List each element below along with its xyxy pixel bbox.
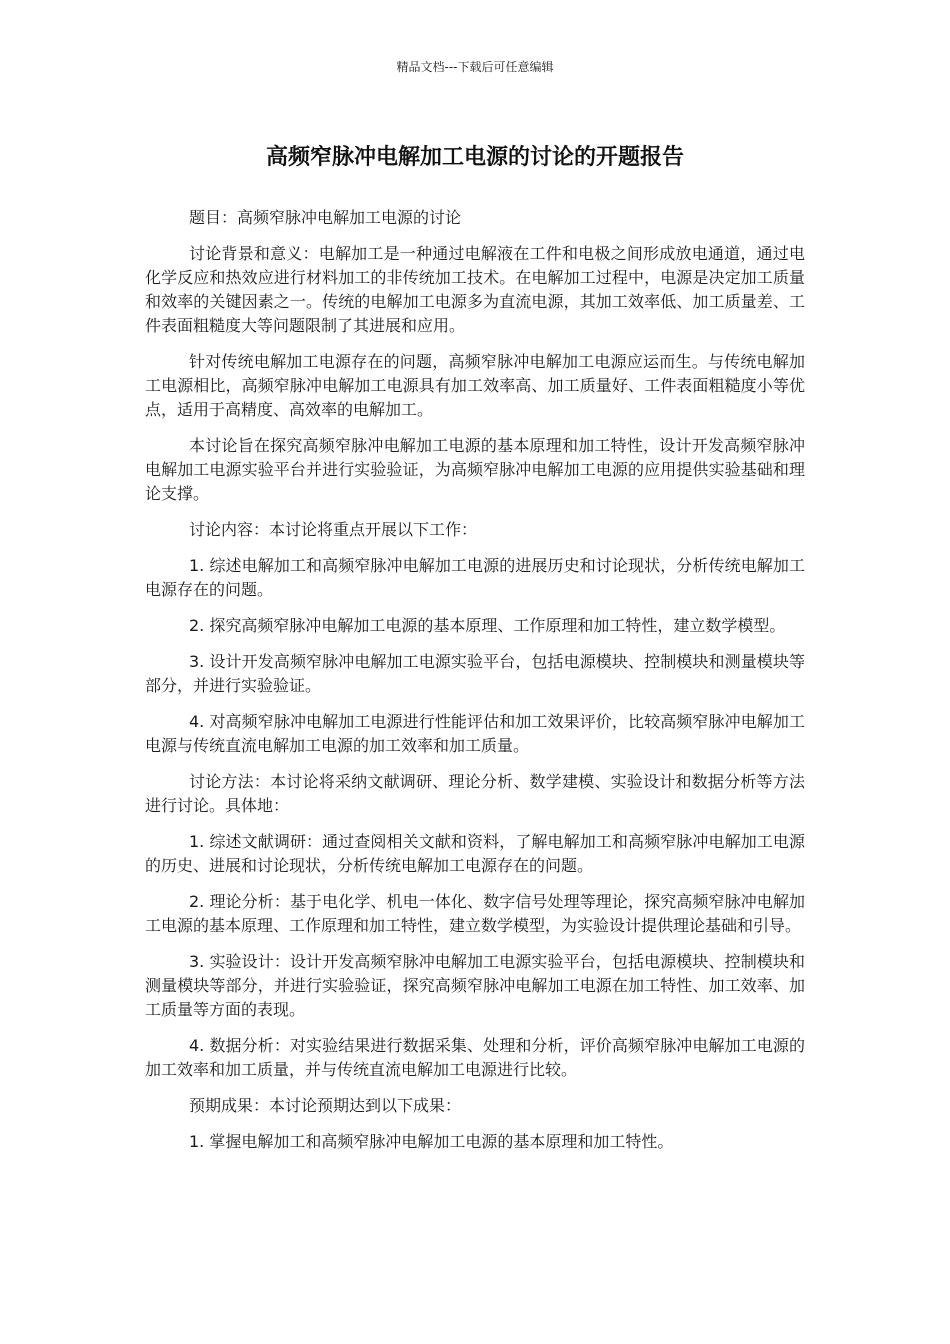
paragraph-content-item-2: 2. 探究高频窄脉冲电解加工电源的基本原理、工作原理和加工特性，建立数学模型。 [189, 616, 786, 635]
paragraph-method-item-1: 1. 综述文献调研：通过查阅相关文献和资料，了解电解加工和高频窄脉冲电解加工电源的历史、进展和讨论现状，分析传统电解加工电源存在的问题。 [145, 832, 805, 875]
document-body [145, 206, 805, 1166]
paragraph-background: 讨论背景和意义：电解加工是一种通过电解液在工件和电极之间形成放电通道，通过电化学反应和热效应进行材料加工的非传统加工技术。在电解加工过程中，电源是决定加工质量和效率的关键因素之一。传统的电解加工电源多为直流电源，其加工效率低、加工质量差、工件表面粗糙度大等问题限制了其进展和应用。 [145, 244, 805, 335]
paragraph-method-item-4: 4. 数据分析：对实验结果进行数据采集、处理和分析，评价高频窄脉冲电解加工电源的加工效率和加工质量，并与传统直流电解加工电源进行比较。 [145, 1036, 805, 1079]
paragraph-aim: 本讨论旨在探究高频窄脉冲电解加工电源的基本原理和加工特性，设计开发高频窄脉冲电解加工电源实验平台并进行实验验证，为高频窄脉冲电解加工电源的应用提供实验基础和理论支撑。 [145, 436, 805, 503]
document-title: 高频窄脉冲电解加工电源的讨论的开题报告 [265, 145, 684, 170]
paragraph-content-item-1: 1. 综述电解加工和高频窄脉冲电解加工电源的进展历史和讨论现状，分析传统电解加工电源存在的问题。 [145, 556, 805, 599]
paragraph-method-heading: 讨论方法：本讨论将采纳文献调研、理论分析、数学建模、实验设计和数据分析等方法进行讨论。具体地： [145, 772, 805, 815]
paragraph-results-heading: 预期成果：本讨论预期达到以下成果： [189, 1096, 462, 1115]
paragraph-content-heading: 讨论内容：本讨论将重点开展以下工作： [189, 520, 478, 539]
paragraph-content-item-4: 4. 对高频窄脉冲电解加工电源进行性能评估和加工效果评价，比较高频窄脉冲电解加工电源与传统直流电解加工电源的加工效率和加工质量。 [145, 712, 805, 755]
paragraph-motivation: 针对传统电解加工电源存在的问题，高频窄脉冲电解加工电源应运而生。与传统电解加工电源相比，高频窄脉冲电解加工电源具有加工效率高、加工质量好、工件表面粗糙度小等优点，适用于高精度、高效率的电解加工。 [145, 352, 805, 419]
paragraph-topic: 题目：高频窄脉冲电解加工电源的讨论 [189, 208, 462, 227]
header-note: 精品文档---下载后可任意编辑 [396, 60, 554, 74]
paragraph-method-item-2: 2. 理论分析：基于电化学、机电一体化、数字信号处理等理论，探究高频窄脉冲电解加工电源的基本原理、工作原理和加工特性，建立数学模型，为实验设计提供理论基础和引导。 [145, 892, 805, 935]
paragraph-method-item-3: 3. 实验设计：设计开发高频窄脉冲电解加工电源实验平台，包括电源模块、控制模块和测量模块等部分，并进行实验验证，探究高频窄脉冲电解加工电源在加工特性、加工效率、加工质量等方面的表现。 [145, 952, 805, 1019]
paragraph-content-item-3: 3. 设计开发高频窄脉冲电解加工电源实验平台，包括电源模块、控制模块和测量模块等部分，并进行实验验证。 [145, 652, 805, 695]
paragraph-results-item-1: 1. 掌握电解加工和高频窄脉冲电解加工电源的基本原理和加工特性。 [189, 1132, 674, 1151]
